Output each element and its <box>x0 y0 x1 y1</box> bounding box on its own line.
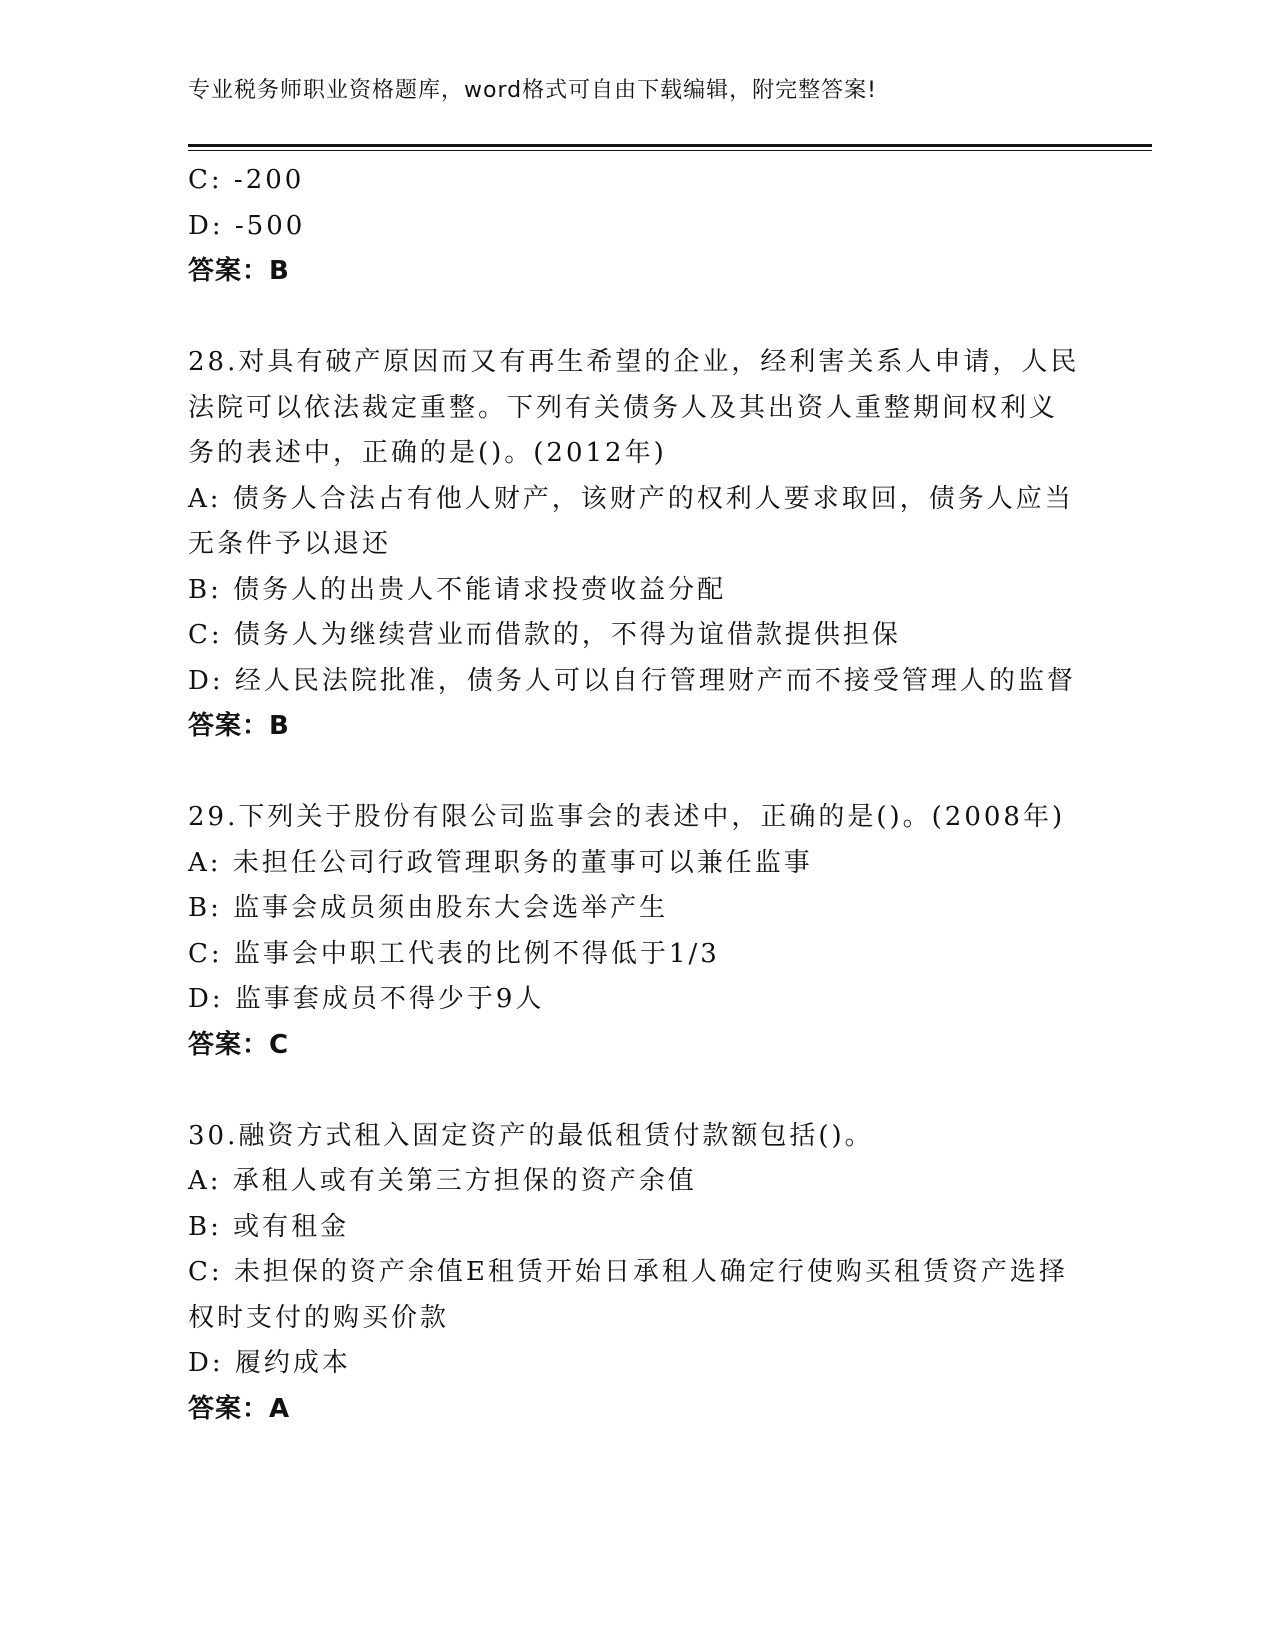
question-30 <box>188 1114 1088 1433</box>
question-list <box>188 158 1088 1432</box>
option-line: B: 债务人的出贵人不能请求投赍收益分配 <box>188 574 727 605</box>
question-stem-line: 务的表述中，正确的是()。(2012年) <box>188 438 667 468</box>
option-line: A: 承租人或有关第三方担保的资产余值 <box>188 1166 697 1196</box>
option-line: B: 监事会成员须由股东大会选举产生 <box>188 893 669 923</box>
option-line: D: 经人民法院批准，债务人可以自行管理财产而不接受管理人的监督 <box>188 665 1076 696</box>
question-stem-line: 30.融资方式租入固定资产的最低租赁付款额包括()。 <box>188 1120 874 1151</box>
option-line: A: 未担任公司行政管理职务的董事可以兼任监事 <box>188 847 813 878</box>
answer-line: 答案：A <box>188 1393 291 1424</box>
option-line: D: 监事套成员不得少于9人 <box>188 984 545 1014</box>
option-line: B: 或有租金 <box>188 1211 350 1242</box>
option-line: D: -500 <box>188 210 306 241</box>
answer-line: 答案：B <box>188 256 290 286</box>
option-line: A: 债务人合法占有他人财产，该财产的权利人要求取回，债务人应当 <box>188 483 1074 514</box>
option-line: 权时支付的购买价款 <box>188 1302 450 1333</box>
spacer <box>188 295 1088 341</box>
prev-question-tail <box>188 158 1088 295</box>
question-stem-line: 法院可以依法裁定重整。下列有关债务人及其出资人重整期间权利义 <box>188 392 1059 423</box>
header-rule-thick <box>188 144 1152 147</box>
option-line: C: -200 <box>188 165 305 195</box>
option-line: C: 债务人为继续营业而借款的，不得为谊借款提供担保 <box>188 620 901 650</box>
spacer <box>188 750 1088 796</box>
question-28 <box>188 340 1088 750</box>
spacer <box>188 1068 1088 1114</box>
page-header: 专业税务师职业资格题库，word格式可自由下载编辑，附完整答案! <box>188 78 877 103</box>
option-line: 无条件予以退还 <box>188 529 392 559</box>
header-rule-thin <box>188 150 1152 151</box>
option-line: D: 履约成本 <box>188 1348 351 1378</box>
option-line: C: 未担保的资产余值E租赁开始日承租人确定行使购买租赁资产选择 <box>188 1257 1068 1287</box>
question-stem-line: 29.下列关于股份有限公司监事会的表述中，正确的是()。(2008年) <box>188 802 1066 832</box>
option-line: C: 监事会中职工代表的比例不得低于1/3 <box>188 938 720 969</box>
answer-line: 答案：C <box>188 1029 290 1060</box>
question-29 <box>188 795 1088 1068</box>
answer-line: 答案：B <box>188 711 290 741</box>
question-stem-line: 28.对具有破产原因而又有再生希望的企业，经利害关系人申请，人民 <box>188 347 1080 377</box>
